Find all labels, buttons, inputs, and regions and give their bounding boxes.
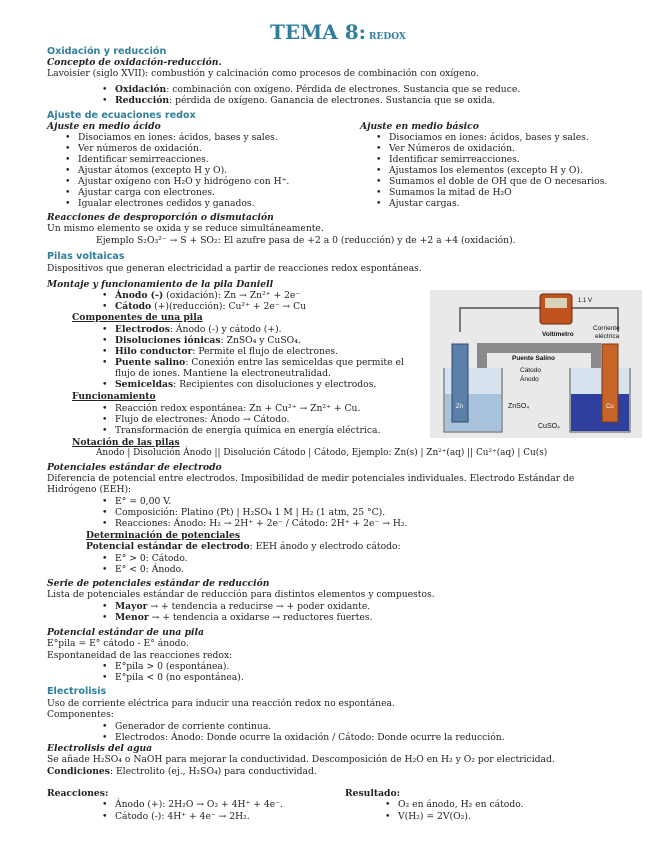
title-main: TEMA 8: <box>270 20 367 44</box>
anodo-label: Ánodo (-) <box>115 290 164 301</box>
reaccion-item: • Cátodo (-): 4H⁺ + 4e⁻ → 2H₂. <box>115 811 250 822</box>
label-puente: Puente Salino <box>512 355 555 362</box>
heading-ajuste: Ajuste de ecuaciones redox <box>47 110 196 121</box>
acid-item: • Ver números de oxidación. <box>78 143 202 154</box>
cu-plate-label: Cu <box>606 404 614 410</box>
notacion-text: Ánodo | Disolución Ánodo || Disolución Cátodo | Cátodo, Ejemplo: Zn(s) | Zn²⁺(aq) || Cu²⁺(aq) | Cu(s) <box>96 448 548 458</box>
comp-item <box>115 379 376 390</box>
label-electrica: eléctrica <box>595 333 620 340</box>
espont-item: • E°pila < 0 (no espontánea). <box>115 672 244 683</box>
puente-cont: flujo de iones. Mantiene la electroneutralidad. <box>115 368 331 379</box>
acid-item: • Ajustar oxígeno con H₂O y hidrógeno con H⁺. <box>78 176 289 187</box>
label-cuso4: CuSO₄ <box>538 423 560 430</box>
anodo-text: (oxidación): Zn → Zn²⁺ + 2e⁻ <box>163 290 301 301</box>
basic-item: • Ajustar cargas. <box>389 198 460 209</box>
comp-text: : Recipientes con disoluciones y electrodos. <box>173 379 377 390</box>
det-item: • E° < 0: Ánodo. <box>115 564 184 575</box>
func-item: • Reacción redox espontánea: Zn + Cu²⁺ → Zn²⁺ + Cu. <box>115 403 360 414</box>
label-corriente: Corriente <box>593 325 620 332</box>
mayor-item <box>115 601 370 612</box>
comp-item <box>115 346 338 357</box>
reduccion-text: : pérdida de oxígeno. Ganancia de electrones. Sustancia que se oxida. <box>169 95 496 106</box>
acid-item: • Identificar semirreacciones. <box>78 154 209 165</box>
anodo-item <box>115 290 300 301</box>
basic-item: • Sumamos el doble de OH que de O necesarios. <box>389 176 607 187</box>
comp-label: Puente salino <box>115 357 186 368</box>
determinacion-line <box>86 541 401 552</box>
espontaneidad-text: Espontaneidad de las reacciones redox: <box>47 650 233 661</box>
catodo-item <box>115 301 306 312</box>
acid-item: • Disociamos en iones: ácidos, bases y sales. <box>78 132 278 143</box>
electrolisis-desc: Uso de corriente eléctrica para inducir una reacción redox no espontánea. <box>47 698 395 709</box>
comp-text: : Permite el flujo de electrones. <box>192 346 339 357</box>
disp-text: Un mismo elemento se oxida y se reduce simultáneamente. <box>47 223 324 234</box>
pilas-intro: Dispositivos que generan electricidad a partir de reacciones redox espontáneas. <box>47 263 422 274</box>
cond-text: : Electrolito (ej., H₂SO₄) para conductividad. <box>109 766 317 777</box>
zn-plate-label: Zn <box>456 404 464 410</box>
basic-item: • Identificar semirreacciones. <box>389 154 520 165</box>
comp-label: Semiceldas <box>115 379 174 390</box>
cuso4-solution <box>571 394 629 431</box>
func-item: • Flujo de electrones: Ánodo → Cátodo. <box>115 414 289 425</box>
funcionamiento-title: Funcionamiento <box>72 391 156 402</box>
basic-item: • Disociamos en iones: ácidos, bases y sales. <box>389 132 589 143</box>
comp-label: Hilo conductor <box>115 346 193 357</box>
resultado-title: Resultado: <box>345 788 400 799</box>
page-title <box>270 20 406 44</box>
comp-item <box>115 335 301 346</box>
oxidacion-item <box>115 84 520 95</box>
menor-text: → + tendencia a oxidarse → reductores fuertes. <box>148 612 373 623</box>
serie-title: Serie de potenciales estándar de reducción <box>47 578 270 589</box>
potenciales-desc1: Diferencia de potencial entre electrodos. Imposibilidad de medir potenciales individuales. Electrodo Estándar de <box>47 473 575 484</box>
componentes-label: Componentes: <box>47 709 114 720</box>
reacciones-title: Reacciones: <box>47 788 109 799</box>
condiciones-line <box>47 766 317 777</box>
electro-item: • Generador de corriente continua. <box>115 721 271 732</box>
potenciales-title: Potenciales estándar de electrodo <box>47 462 222 473</box>
pila-formula: E°pila = E° cátodo - E° ánodo. <box>47 638 189 649</box>
disp-title: Reacciones de desproporción o dismutación <box>47 212 274 223</box>
func-item: • Transformación de energía química en energía eléctrica. <box>115 425 380 436</box>
determinacion-title: Determinación de potenciales <box>86 530 241 541</box>
mayor-text: → + tendencia a reducirse → + poder oxidante. <box>147 601 371 612</box>
label-catodo: Cátodo <box>520 367 541 374</box>
resultado-item: • O₂ en ánodo, H₂ en cátodo. <box>398 799 524 810</box>
daniell-title: Montaje y funcionamiento de la pila Daniell <box>47 279 274 290</box>
componentes-title: Componentes de una pila <box>72 312 203 323</box>
label-voltimetro: Voltímetro <box>542 331 574 338</box>
oxidacion-text: : combinación con oxígeno. Pérdida de electrones. Sustancia que se reduce. <box>166 84 521 95</box>
daniell-cell-figure <box>430 290 642 438</box>
comp-item <box>115 357 404 368</box>
title-sub: REDOX <box>369 32 406 42</box>
reduccion-label: Reducción <box>115 95 170 106</box>
menor-label: Menor <box>115 612 149 623</box>
reaccion-item: • Ánodo (+): 2H₂O → O₂ + 4H⁺ + 4e⁻. <box>115 799 283 810</box>
copper-electrode <box>602 344 618 422</box>
serie-desc: Lista de potenciales estándar de reducción para distintos elementos y compuestos. <box>47 589 435 600</box>
label-anodo: Ánodo <box>520 376 539 383</box>
comp-label: Disoluciones iónicas <box>115 335 221 346</box>
menor-item <box>115 612 372 623</box>
zinc-electrode <box>452 344 468 422</box>
mayor-label: Mayor <box>115 601 148 612</box>
basic-title: Ajuste en medio básico <box>360 121 479 132</box>
heading-oxidacion: Oxidación y reducción <box>47 46 167 57</box>
disp-example: Ejemplo S₂O₃²⁻ → S + SO₂: El azufre pasa de +2 a 0 (reducción) y de +2 a +4 (oxidación). <box>96 235 516 246</box>
catodo-text: (+)(reducción): Cu²⁺ + 2e⁻ → Cu <box>151 301 307 312</box>
basic-item: • Sumamos la mitad de H₂O <box>389 187 512 198</box>
eeh-item: • Reacciones: Ánodo: H₂ → 2H⁺ + 2e⁻ / Cátodo: 2H⁺ + 2e⁻ → H₂. <box>115 518 407 529</box>
det-item: • E° > 0: Cátodo. <box>115 553 188 564</box>
det-text: : EEH ánodo y electrodo cátodo: <box>249 541 401 552</box>
eeh-item: • Composición: Platino (Pt) | H₂SO₄ 1 M | H₂ (1 atm, 25 °C). <box>115 507 385 518</box>
catodo-label: Cátodo <box>115 301 152 312</box>
reduccion-item <box>115 95 495 106</box>
agua-text: Se añade H₂SO₄ o NaOH para mejorar la conductividad. Descomposición de H₂O en H₂ y O₂ por electricidad. <box>47 754 555 765</box>
cond-label: Condiciones <box>47 766 110 777</box>
notacion-title: Notación de las pilas <box>72 437 180 448</box>
comp-text: : Conexión entre las semiceldas que permite el <box>185 357 404 368</box>
basic-item: • Ver Números de oxidación. <box>389 143 515 154</box>
espont-item: • E°pila > 0 (espontánea). <box>115 661 229 672</box>
comp-label: Electrodos <box>115 324 170 335</box>
det-label: Potencial estándar de electrodo <box>86 541 250 552</box>
comp-text: : ZnSO₄ y CuSO₄. <box>220 335 301 346</box>
acid-item: • Ajustar átomos (excepto H y O). <box>78 165 227 176</box>
resultado-item: • V(H₂) = 2V(O₂). <box>398 811 471 822</box>
pila-potencial-title: Potencial estándar de una pila <box>47 627 204 638</box>
oxidacion-label: Oxidación <box>115 84 167 95</box>
agua-title: Electrolisis del agua <box>47 743 153 754</box>
potenciales-desc2: Hidrógeno (EEH): <box>47 484 132 495</box>
lavoisier-text: Lavoisier (siglo XVII): combustión y calcinación como procesos de combinación con oxígeno. <box>47 68 479 79</box>
concept-title: Concepto de oxidación-reducción. <box>47 57 222 68</box>
acid-item: • Ajustar carga con electrones. <box>78 187 215 198</box>
electro-item: • Electrodos: Ánodo: Donde ocurre la oxidación / Cátodo: Donde ocurre la reducción. <box>115 732 505 743</box>
voltmeter-reading: 1.1 V <box>578 298 593 304</box>
comp-text: : Ánodo (-) y cátodo (+). <box>169 324 282 335</box>
comp-item <box>115 324 282 335</box>
basic-item: • Ajustamos los elementos (excepto H y O). <box>389 165 583 176</box>
acid-title: Ajuste en medio ácido <box>47 121 161 132</box>
label-znso4: ZnSO₄ <box>508 403 530 410</box>
voltmeter-display <box>545 298 567 308</box>
heading-electrolisis: Electrolisis <box>47 686 107 697</box>
acid-item: • Igualar electrones cedidos y ganados. <box>78 198 255 209</box>
heading-pilas: Pilas voltaicas <box>47 251 125 262</box>
eeh-item: • E° = 0,00 V. <box>115 496 171 507</box>
